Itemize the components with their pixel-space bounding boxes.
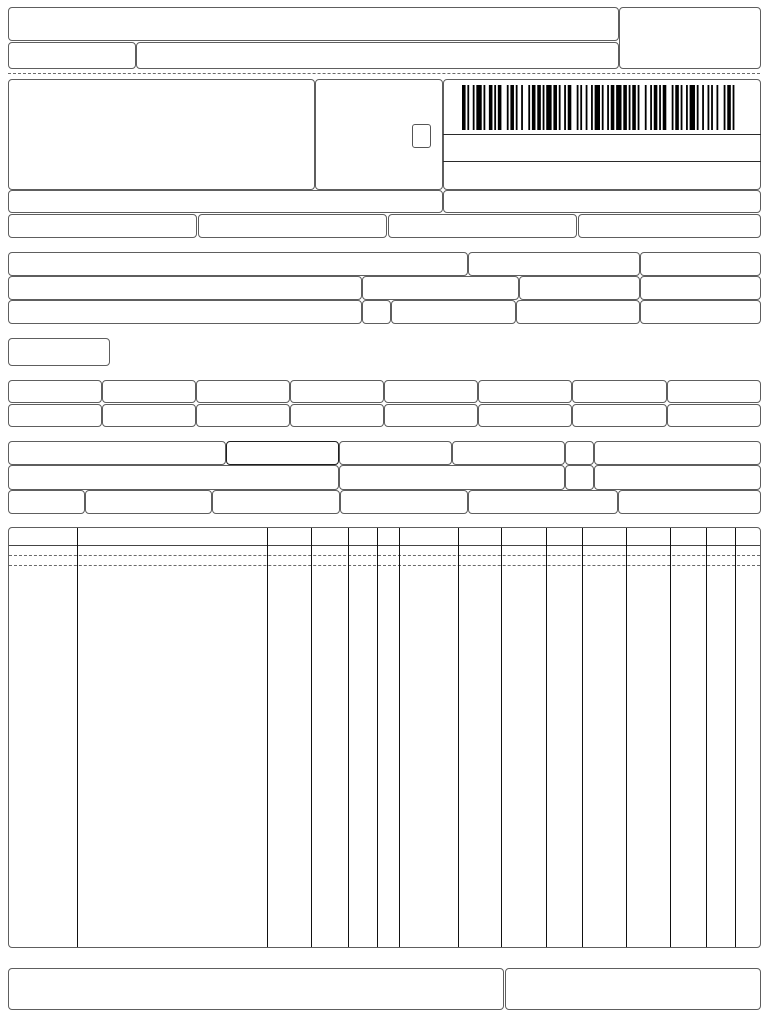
issuer-identification-box bbox=[8, 79, 315, 190]
table-column-divider bbox=[377, 528, 378, 947]
carrier-city-field[interactable] bbox=[339, 465, 565, 490]
barcode-bar bbox=[638, 85, 640, 130]
barcode-bar bbox=[650, 85, 652, 130]
table-column-divider bbox=[399, 528, 400, 947]
table-column-divider bbox=[501, 528, 502, 947]
recipient-phone-field[interactable] bbox=[391, 300, 516, 324]
carrier-address-field[interactable] bbox=[8, 465, 339, 490]
entry-exit-checkbox[interactable] bbox=[412, 124, 431, 148]
volume-brand-field[interactable] bbox=[212, 490, 340, 514]
barcode-bar bbox=[716, 85, 718, 130]
issuer-cnpj-field[interactable] bbox=[578, 214, 761, 238]
recipient-address-field[interactable] bbox=[8, 276, 362, 300]
barcode-bar bbox=[577, 85, 579, 130]
table-column-divider bbox=[670, 528, 671, 947]
access-key-divider-top bbox=[443, 134, 761, 135]
recipient-city-field[interactable] bbox=[8, 300, 362, 324]
volume-species-field[interactable] bbox=[85, 490, 212, 514]
recipient-zip-field[interactable] bbox=[519, 276, 640, 300]
table-column-divider bbox=[626, 528, 627, 947]
table-header-bottom bbox=[9, 545, 760, 546]
barcode-bar bbox=[623, 85, 627, 130]
pis-value-field[interactable] bbox=[478, 380, 572, 403]
table-column-divider bbox=[267, 528, 268, 947]
receipt-statement-field[interactable] bbox=[8, 7, 619, 41]
complementary-info-field[interactable] bbox=[8, 968, 504, 1010]
barcode-bar bbox=[473, 85, 475, 130]
barcode-bar bbox=[546, 85, 551, 130]
barcode-bar bbox=[484, 85, 486, 130]
volume-quantity-field[interactable] bbox=[8, 490, 85, 514]
icms-st-value-field[interactable] bbox=[290, 380, 384, 403]
table-column-divider bbox=[458, 528, 459, 947]
volume-numbering-field[interactable] bbox=[340, 490, 468, 514]
table-column-divider bbox=[77, 528, 78, 947]
barcode-bar bbox=[553, 85, 557, 130]
table-column-divider bbox=[706, 528, 707, 947]
barcode-bar bbox=[543, 85, 545, 130]
barcode-bar bbox=[602, 85, 604, 130]
table-column-divider bbox=[311, 528, 312, 947]
barcode-bar bbox=[467, 85, 469, 130]
freight-mode-field[interactable] bbox=[226, 441, 339, 465]
import-tax-field[interactable] bbox=[384, 380, 478, 403]
invoice-duplicate-box bbox=[8, 338, 110, 366]
antt-code-field[interactable] bbox=[339, 441, 452, 465]
icms-base-field[interactable] bbox=[8, 380, 102, 403]
barcode-bar bbox=[532, 85, 536, 130]
table-column-divider bbox=[735, 528, 736, 947]
barcode-bar bbox=[559, 85, 561, 130]
barcode-bar bbox=[521, 85, 523, 130]
barcode-bar bbox=[595, 85, 600, 130]
barcode-bar bbox=[681, 85, 683, 130]
cofins-value-field[interactable] bbox=[572, 380, 667, 403]
barcode-bar bbox=[489, 85, 493, 130]
recipient-state-field[interactable] bbox=[362, 300, 391, 324]
table-row-divider bbox=[9, 565, 760, 566]
freight-value-field[interactable] bbox=[8, 404, 102, 427]
table-column-divider bbox=[348, 528, 349, 947]
invoice-number-stub bbox=[619, 7, 761, 69]
invoice-total-field[interactable] bbox=[667, 404, 761, 427]
table-column-divider bbox=[546, 528, 547, 947]
barcode-bar bbox=[702, 85, 704, 130]
barcode-bar bbox=[537, 85, 541, 130]
products-total-field[interactable] bbox=[667, 380, 761, 403]
recipient-cnpj-field[interactable] bbox=[468, 252, 640, 276]
other-expenses-field[interactable] bbox=[290, 404, 384, 427]
carrier-name-field[interactable] bbox=[8, 441, 226, 465]
services-value-field[interactable] bbox=[572, 404, 667, 427]
barcode-bar bbox=[611, 85, 615, 130]
barcode-bar bbox=[672, 85, 674, 130]
barcode-bar bbox=[568, 85, 572, 130]
barcode-bar bbox=[629, 85, 631, 130]
recipient-ie-field[interactable] bbox=[516, 300, 640, 324]
receipt-date-field[interactable] bbox=[8, 42, 136, 69]
barcode-bar bbox=[686, 85, 688, 130]
barcode-bar bbox=[645, 85, 647, 130]
authorization-protocol-field[interactable] bbox=[443, 190, 761, 213]
products-table bbox=[8, 527, 761, 948]
barcode-bar bbox=[724, 85, 726, 130]
barcode-bar bbox=[498, 85, 502, 130]
icms-value-field[interactable] bbox=[102, 380, 196, 403]
exit-date-field[interactable] bbox=[640, 276, 761, 300]
recipient-name-field[interactable] bbox=[8, 252, 468, 276]
barcode-bar bbox=[733, 85, 735, 130]
ipi-value-field[interactable] bbox=[384, 404, 478, 427]
barcode-bar bbox=[462, 85, 466, 130]
barcode-bar bbox=[516, 85, 518, 130]
barcode-icon bbox=[462, 85, 738, 130]
table-row-divider bbox=[9, 555, 760, 556]
barcode-bar bbox=[528, 85, 530, 130]
barcode-bar bbox=[711, 85, 713, 130]
barcode-bar bbox=[632, 85, 636, 130]
receiver-signature-field[interactable] bbox=[136, 42, 619, 69]
approx-tax-field[interactable] bbox=[478, 404, 572, 427]
vehicle-state-field[interactable] bbox=[565, 441, 594, 465]
barcode-bar bbox=[654, 85, 658, 130]
insurance-value-field[interactable] bbox=[102, 404, 196, 427]
barcode-bar bbox=[690, 85, 695, 130]
carrier-ie-field[interactable] bbox=[594, 465, 761, 490]
discount-field[interactable] bbox=[196, 404, 290, 427]
barcode-bar bbox=[494, 85, 496, 130]
barcode-bar bbox=[727, 85, 731, 130]
barcode-bar bbox=[476, 85, 481, 130]
gross-weight-field[interactable] bbox=[468, 490, 618, 514]
barcode-bar bbox=[663, 85, 667, 130]
exit-time-field[interactable] bbox=[640, 300, 761, 324]
barcode-bar bbox=[586, 85, 588, 130]
issue-date-field[interactable] bbox=[640, 252, 761, 276]
state-registration-field[interactable] bbox=[8, 214, 197, 238]
cut-line bbox=[8, 73, 760, 74]
barcode-bar bbox=[507, 85, 509, 130]
barcode-bar bbox=[564, 85, 566, 130]
municipal-registration-field[interactable] bbox=[388, 214, 577, 238]
state-registration-st-field[interactable] bbox=[198, 214, 387, 238]
barcode-bar bbox=[659, 85, 661, 130]
barcode-bar bbox=[708, 85, 710, 130]
carrier-cnpj-field[interactable] bbox=[594, 441, 761, 465]
barcode-bar bbox=[607, 85, 609, 130]
operation-nature-field[interactable] bbox=[8, 190, 443, 213]
carrier-state-field[interactable] bbox=[565, 465, 594, 490]
fisco-reserved-field[interactable] bbox=[505, 968, 761, 1010]
barcode-bar bbox=[616, 85, 621, 130]
barcode-bar bbox=[697, 85, 699, 130]
barcode-bar bbox=[580, 85, 582, 130]
table-column-divider bbox=[582, 528, 583, 947]
barcode-bar bbox=[591, 85, 593, 130]
access-key-divider-bottom bbox=[443, 161, 761, 162]
barcode-bar bbox=[675, 85, 679, 130]
icms-st-base-field[interactable] bbox=[196, 380, 290, 403]
vehicle-plate-field[interactable] bbox=[452, 441, 565, 465]
recipient-district-field[interactable] bbox=[362, 276, 519, 300]
barcode-bar bbox=[510, 85, 514, 130]
net-weight-field[interactable] bbox=[618, 490, 761, 514]
